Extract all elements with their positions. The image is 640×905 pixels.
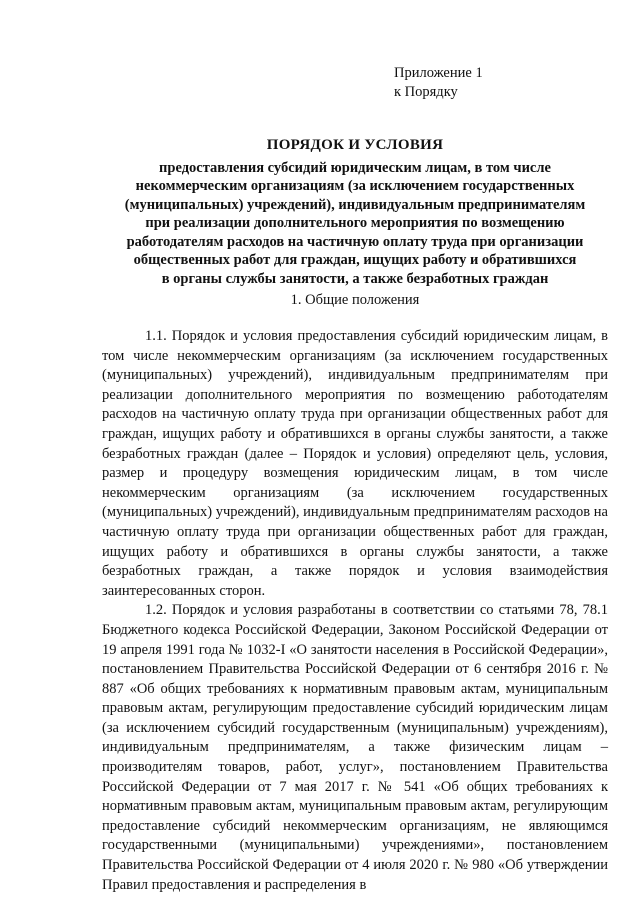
paragraph-1-2: 1.2. Порядок и условия разработаны в соответствии со статьями 78, 78.1 Бюджетного кодекса Российской Федерации, Законом Российской Федерации от 19 апреля 1991 года № 1032-I «О занятости населения в Российской Федерации», постановлением Правительства Российской Федерации от 6 сентября 2016 г. № 887 «Об общих требованиях к нормативным правовым актам, муниципальным правовым актам, регулирующим предоставление субсидий юридическим лицам (за исключением субсидий государственным (муниципальным) учреждениям), индивидуальным предпринимателям, а также физическим лицам – производителям товаров, работ, услуг», постановлением Правительства Российской Федерации от 7 мая 2017 г. № 541 «Об общих требованиях к нормативным правовым актам, муниципальным правовым актам, регулирующим предоставление субсидий некоммерческим организациям, не являющимся государственными (муниципальными) учреждениями», постановлением Правительства Российской Федерации от 4 июля 2020 г. № 980 «Об утверждении Правил предоставления и распределения в (102, 602, 608, 893)
document-title-main: ПОРЯДОК И УСЛОВИЯ (266, 137, 444, 153)
document-title-line: общественных работ для граждан, ищущих работу и обратившихся (133, 252, 577, 268)
document-title-line: (муниципальных) учреждений), индивидуальным предпринимателям (124, 196, 586, 213)
document-title-line: некоммерческим организациям (за исключением государственных (135, 178, 575, 194)
section-heading: 1. Общие положения (290, 292, 420, 308)
appendix-number: Приложение 1 (394, 65, 483, 81)
document-title-line: в органы службы занятости, а также безработных граждан (161, 270, 549, 287)
paragraph-1-1: 1.1. Порядок и условия предоставления субсидий юридическим лицам, в том числе некоммерческим организациям (за исключением государственных (муниципальных) учреждений), индивидуальным предпринимателям при реализации дополнительного мероприятия по возмещению работодателям расходов на частичную оплату труда при организации общественных работ для граждан, ищущих работу и обратившихся в органы службы занятости, а также безработных граждан (далее – Порядок и условия) определяют цель, условия, размер и процедуру возмещения юридическим лицам, в том числе некоммерческим организациям (за исключением государственных (муниципальных) учреждений), индивидуальным предпринимателям расходов на частичную оплату труда при организации общественных работ для граждан, ищущих работу и обратившихся в органы службы занятости, а также безработных граждан, а также порядок и условия взаимодействия заинтересованных сторон. (102, 328, 608, 599)
document-title (100, 136, 610, 288)
appendix-parent-document: к Порядку (394, 84, 458, 100)
document-title-line: при реализации дополнительного мероприятия по возмещению (145, 215, 565, 231)
document-title-line: предоставления субсидий юридическим лицам, в том числе (159, 159, 551, 176)
appendix-reference (394, 64, 483, 102)
document-title-line: работодателям расходов на частичную оплату труда при организации (126, 233, 584, 250)
document-body (102, 327, 608, 895)
